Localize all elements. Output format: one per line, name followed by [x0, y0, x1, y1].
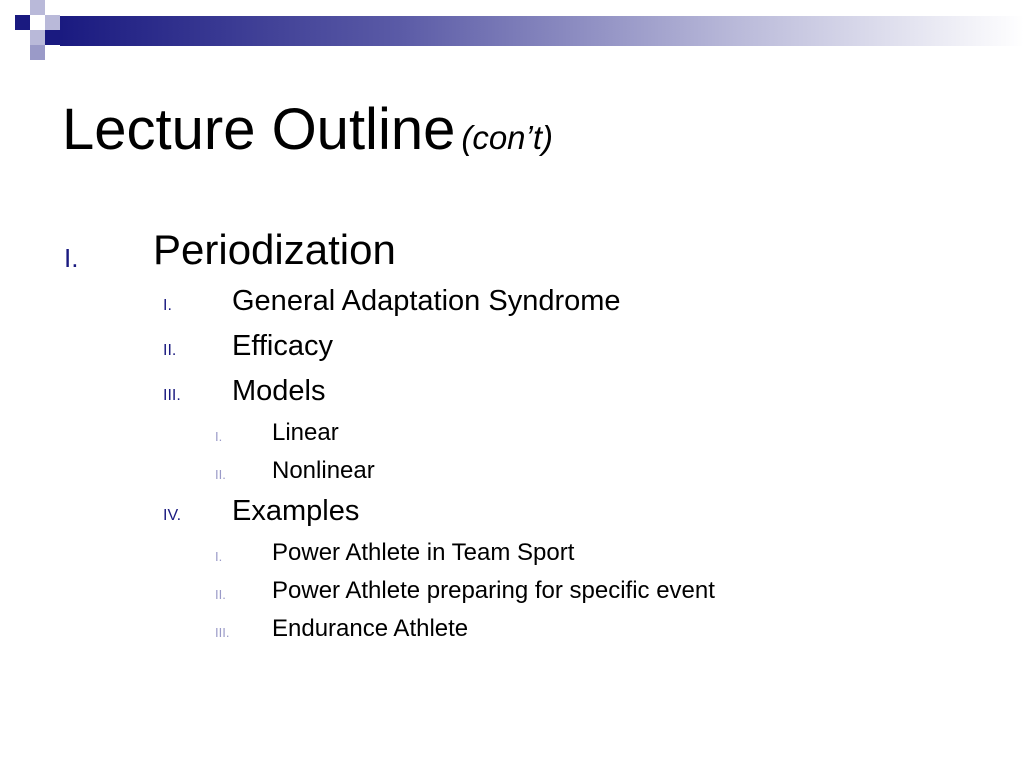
outline-item: Nonlinear — [272, 457, 375, 484]
title-text: Lecture Outline — [62, 97, 456, 162]
outline-item: Periodization — [153, 226, 396, 273]
outline-item: Endurance Athlete — [272, 615, 469, 642]
header-gradient-bar — [60, 16, 1024, 46]
decor-square — [30, 0, 45, 15]
outline-number: I. — [215, 429, 223, 444]
outline-number: I. — [215, 549, 223, 564]
outline-number: I. — [64, 243, 79, 273]
outline-item: Power Athlete in Team Sport — [272, 539, 575, 566]
outline-item: Models — [232, 375, 326, 407]
decor-square — [30, 30, 45, 45]
outline-number: III. — [163, 387, 181, 404]
outline-number: II. — [215, 467, 226, 482]
decor-square — [30, 45, 45, 60]
outline-number: IV. — [163, 507, 182, 524]
outline-item: Linear — [272, 419, 339, 446]
outline-number: II. — [163, 342, 177, 359]
outline-number: I. — [163, 297, 172, 314]
outline-item: General Adaptation Syndrome — [232, 285, 621, 317]
outline-number: II. — [215, 587, 226, 602]
decor-square — [60, 0, 75, 15]
decor-square — [45, 30, 60, 45]
outline-item: Efficacy — [232, 330, 334, 362]
outline-item: Examples — [232, 495, 360, 527]
decor-square — [45, 15, 60, 30]
decor-square — [15, 15, 30, 30]
outline-number: III. — [215, 625, 230, 640]
outline-item: Power Athlete preparing for specific event — [272, 577, 715, 604]
slide-title — [62, 98, 553, 170]
title-suffix: (con’t) — [461, 119, 554, 156]
